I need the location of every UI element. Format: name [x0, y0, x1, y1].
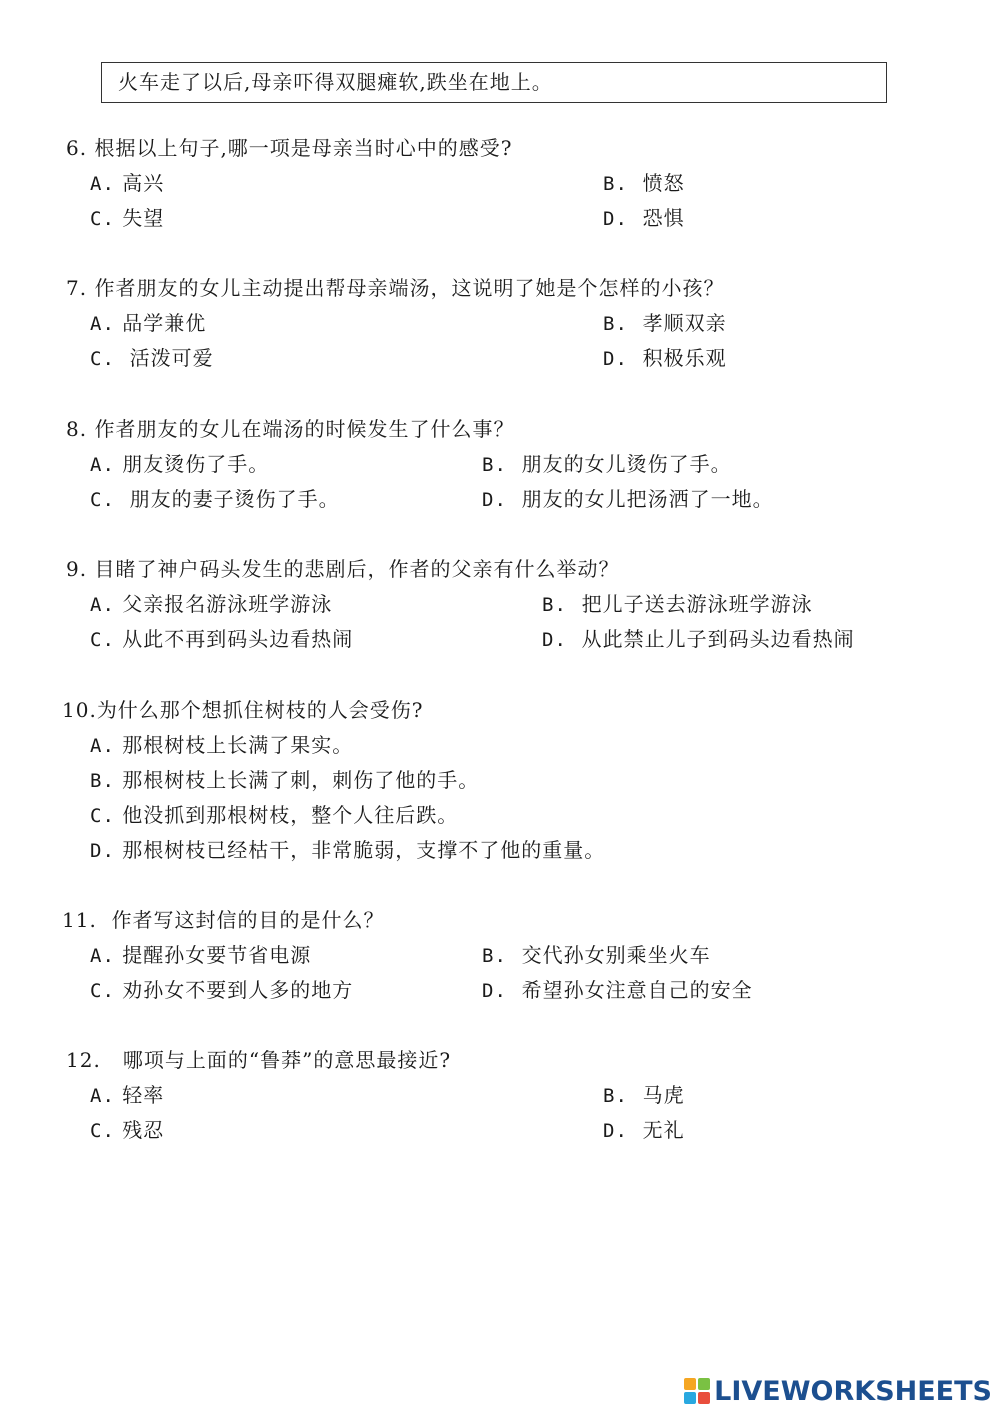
option-6-a[interactable]: A. 高兴	[90, 171, 165, 195]
question-text: 作者写这封信的目的是什么？	[111, 908, 385, 932]
liveworksheets-logo-icon	[684, 1378, 710, 1404]
question-11-title	[62, 904, 385, 933]
logo-square-blue	[684, 1392, 696, 1404]
question-number: 9.	[66, 557, 88, 581]
option-10-b[interactable]: B. 那根树枝上长满了刺，刺伤了他的手。	[90, 768, 480, 792]
question-text: 哪项与上面的“鲁莽”的意思最接近?	[122, 1048, 452, 1072]
logo-square-orange	[684, 1378, 696, 1390]
passage-sentence-box	[101, 62, 887, 103]
option-8-d[interactable]: D. 朋友的女儿把汤洒了一地。	[482, 487, 774, 511]
option-7-a[interactable]: A. 品学兼优	[90, 311, 207, 335]
option-10-d[interactable]: D. 那根树枝已经枯干，非常脆弱，支撑不了他的重量。	[90, 838, 606, 862]
option-9-b[interactable]: B. 把儿子送去游泳班学游泳	[542, 592, 813, 616]
option-9-d[interactable]: D. 从此禁止儿子到码头边看热闹	[542, 627, 855, 651]
option-11-d[interactable]: D. 希望孙女注意自己的安全	[482, 978, 753, 1002]
option-8-c[interactable]: C. 朋友的妻子烫伤了手。	[90, 487, 340, 511]
option-8-a[interactable]: A. 朋友烫伤了手。	[90, 452, 270, 476]
option-10-a[interactable]: A. 那根树枝上长满了果实。	[90, 733, 354, 757]
question-8-title	[66, 413, 514, 442]
question-text: 根据以上句子,哪一项是母亲当时心中的感受?	[94, 136, 513, 160]
option-12-b[interactable]: B. 马虎	[603, 1083, 685, 1107]
option-11-b[interactable]: B. 交代孙女别乘坐火车	[482, 943, 711, 967]
question-6-title	[66, 132, 513, 161]
question-text: 目睹了神户码头发生的悲剧后，作者的父亲有什么举动？	[94, 557, 620, 581]
logo-square-red	[698, 1392, 710, 1404]
option-7-b[interactable]: B. 孝顺双亲	[603, 311, 727, 335]
question-number: 6.	[66, 136, 88, 160]
option-6-b[interactable]: B. 愤怒	[603, 171, 685, 195]
question-number: 12.	[66, 1048, 101, 1072]
question-number: 8.	[66, 417, 88, 441]
option-7-c[interactable]: C. 活泼可爱	[90, 346, 214, 370]
question-10-title	[62, 694, 424, 723]
question-12-title	[66, 1044, 451, 1073]
question-7-title	[66, 272, 724, 301]
option-11-a[interactable]: A. 提醒孙女要节省电源	[90, 943, 312, 967]
question-number: 11.	[62, 908, 97, 932]
question-text: 作者朋友的女儿在端汤的时候发生了什么事？	[94, 417, 515, 441]
passage-sentence: 火车走了以后,母亲吓得双腿瘫软,跌坐在地上。	[118, 70, 553, 94]
option-6-c[interactable]: C. 失望	[90, 206, 165, 230]
option-9-c[interactable]: C. 从此不再到码头边看热闹	[90, 627, 354, 651]
question-number: 10.	[62, 698, 97, 722]
logo-square-green	[698, 1378, 710, 1390]
liveworksheets-footer[interactable]	[684, 1375, 992, 1407]
question-text: 作者朋友的女儿主动提出帮母亲端汤，这说明了她是个怎样的小孩？	[94, 276, 725, 300]
liveworksheets-brand: LIVEWORKSHEETS	[714, 1375, 992, 1407]
question-number: 7.	[66, 276, 88, 300]
option-12-a[interactable]: A. 轻率	[90, 1083, 165, 1107]
option-9-a[interactable]: A. 父亲报名游泳班学游泳	[90, 592, 333, 616]
option-7-d[interactable]: D. 积极乐观	[603, 346, 727, 370]
option-12-d[interactable]: D. 无礼	[603, 1118, 685, 1142]
option-8-b[interactable]: B. 朋友的女儿烫伤了手。	[482, 452, 732, 476]
option-12-c[interactable]: C. 残忍	[90, 1118, 165, 1142]
option-11-c[interactable]: C. 劝孙女不要到人多的地方	[90, 978, 354, 1002]
option-10-c[interactable]: C. 他没抓到那根树枝，整个人往后跌。	[90, 803, 459, 827]
question-text: 为什么那个想抓住树枝的人会受伤?	[96, 698, 424, 722]
option-6-d[interactable]: D. 恐惧	[603, 206, 685, 230]
question-9-title	[66, 553, 619, 582]
